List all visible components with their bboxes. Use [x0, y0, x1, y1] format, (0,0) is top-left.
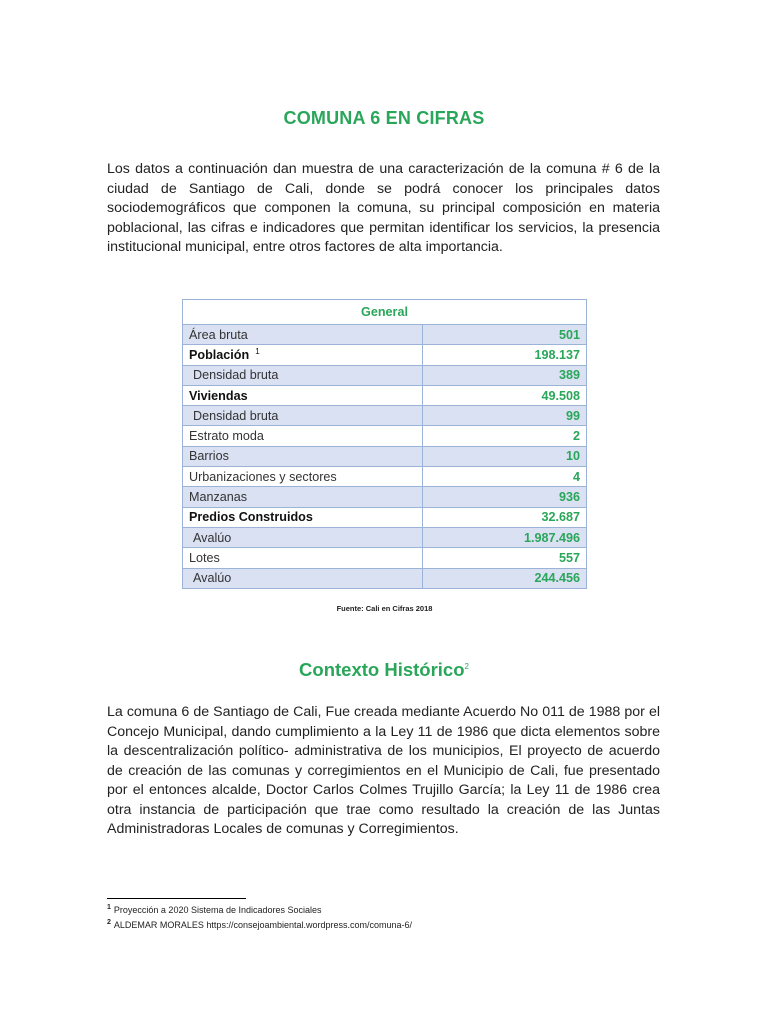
row-label: [183, 345, 423, 365]
row-label: Avalúo: [183, 527, 423, 547]
row-value: 198.137: [423, 345, 587, 365]
table-row: [183, 548, 587, 568]
footnote-text: ALDEMAR MORALES https://consejoambiental.wordpress.com/comuna-6/: [113, 920, 413, 930]
table-row: [183, 406, 587, 426]
row-label: Estrato moda: [183, 426, 423, 446]
row-value: 244.456: [423, 568, 587, 588]
footnote-number: 2: [107, 919, 111, 926]
footnote-divider: [107, 898, 246, 899]
table-row: [183, 467, 587, 487]
row-value: 936: [423, 487, 587, 507]
section-heading: [0, 659, 768, 681]
row-value: 32.687: [423, 507, 587, 527]
row-label: Barrios: [183, 446, 423, 466]
footnote-text: Proyección a 2020 Sistema de Indicadores Sociales: [113, 905, 322, 915]
row-label: Viviendas: [183, 385, 423, 405]
section-heading-text: Contexto Histórico: [299, 659, 465, 680]
table-row: [183, 487, 587, 507]
row-value: 501: [423, 325, 587, 345]
footnote: [107, 904, 322, 915]
row-value: 1.987.496: [423, 527, 587, 547]
footnote: [107, 919, 412, 930]
history-paragraph: La comuna 6 de Santiago de Cali, Fue creada mediante Acuerdo No 011 de 1988 por el Concejo Municipal, dando cumplimiento a la Ley 11 de 1986 que dicta elementos sobre la descentralización político- administrativa de los municipios, El proyecto de acuerdo de creación de las comunas y corregimientos en el Municipio de Cali, fue presentado por el entonces alcalde, Doctor Carlos Colmes Trujillo García; la Ley 11 de 1986 crea otra instancia de participación que trae como resultado la creación de las Juntas Administradoras Locales de comunas y Corregimientos.: [107, 704, 660, 837]
table-row: [183, 345, 587, 365]
page-title: COMUNA 6 EN CIFRAS: [283, 108, 485, 128]
table-row: [183, 527, 587, 547]
row-value: 4: [423, 467, 587, 487]
table-row: [183, 568, 587, 588]
row-value: 49.508: [423, 385, 587, 405]
row-label: Densidad bruta: [183, 406, 423, 426]
footnote-number: 1: [107, 904, 111, 911]
table-row: [183, 446, 587, 466]
row-label: Predios Construidos: [183, 507, 423, 527]
general-stats-table: [182, 299, 587, 589]
row-label: Área bruta: [183, 325, 423, 345]
table-row: [183, 507, 587, 527]
row-label-text: Población: [189, 348, 250, 363]
row-label: Lotes: [183, 548, 423, 568]
row-label: Avalúo: [183, 568, 423, 588]
footnote-ref: 1: [255, 347, 260, 357]
row-value: 99: [423, 406, 587, 426]
row-value: 2: [423, 426, 587, 446]
table-row: [183, 426, 587, 446]
row-value: 389: [423, 365, 587, 385]
row-label: Densidad bruta: [183, 365, 423, 385]
row-value: 557: [423, 548, 587, 568]
footnote-ref: 2: [464, 661, 469, 671]
table-row: [183, 365, 587, 385]
table-header: General: [183, 300, 587, 325]
table-row: [183, 385, 587, 405]
row-label: Urbanizaciones y sectores: [183, 467, 423, 487]
row-value: 10: [423, 446, 587, 466]
table-row: [183, 325, 587, 345]
table-source-caption: Fuente: Cali en Cifras 2018: [336, 604, 433, 613]
intro-paragraph: Los datos a continuación dan muestra de una caracterización de la comuna # 6 de la ciudad de Santiago de Cali, donde se podrá conocer los principales datos sociodemográficos que componen la comuna, su principal composición en materia poblacional, las cifras e indicadores que permitan identificar los servicios, la presencia institucional municipal, entre otros factores de alta importancia.: [107, 161, 660, 255]
row-label: Manzanas: [183, 487, 423, 507]
